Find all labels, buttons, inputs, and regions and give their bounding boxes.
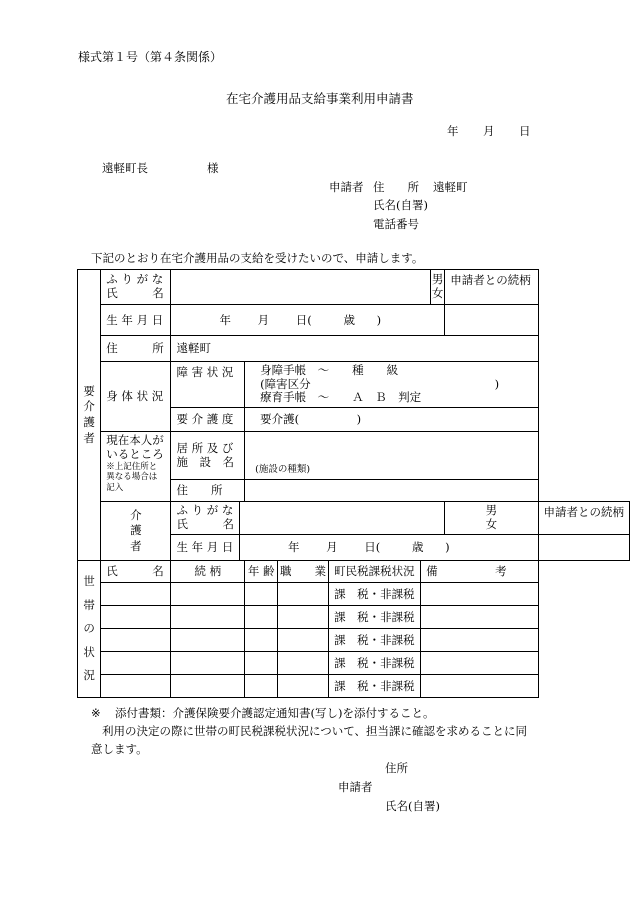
- date-year-label: 年: [447, 124, 459, 138]
- facility-name-label: 居 所 及 び 施 設 名: [171, 432, 245, 480]
- household-tax-cell[interactable]: 課 税・非課税: [328, 652, 421, 675]
- household-relation-cell[interactable]: [171, 629, 245, 652]
- recipient-gender[interactable]: 男 女: [431, 270, 445, 305]
- household-name-cell[interactable]: [101, 606, 171, 629]
- applicant-address-label: 住 所: [373, 180, 419, 194]
- applicant-name-label: 氏名(自署): [373, 198, 428, 212]
- household-tax-cell[interactable]: 課 税・非課税: [328, 629, 421, 652]
- table-row: [78, 629, 630, 652]
- recipient-dob-label: 生 年 月 日: [101, 305, 171, 336]
- household-remarks-cell[interactable]: [421, 652, 538, 675]
- recipient-relation-field[interactable]: [445, 305, 538, 336]
- household-remarks-cell[interactable]: [421, 675, 538, 698]
- household-age-header: 年 齢: [245, 561, 278, 583]
- caregiver-name-label: ふ り が な 氏 名: [171, 502, 240, 535]
- household-occupation-cell[interactable]: [278, 583, 328, 606]
- household-age-cell[interactable]: [245, 583, 278, 606]
- footer-address-label: 住所: [385, 761, 408, 775]
- consent-text-line2: 意します。: [91, 742, 148, 756]
- household-tax-header: 町民税課税状況: [328, 561, 421, 583]
- applicant-address-value: 遠軽町: [433, 180, 468, 194]
- household-name-cell[interactable]: [101, 583, 171, 606]
- recipient-address-row: [78, 336, 630, 362]
- attachment-note: 添付書類：介護保険要介護認定通知書(写し)を添付すること。: [115, 706, 435, 720]
- note-mark: ※: [91, 706, 101, 720]
- table-row: [78, 583, 630, 606]
- intro-text: 下記のとおり在宅介護用品の支給を受けたいので、申請します。: [91, 251, 424, 265]
- recipient-address-label: 住 所: [101, 336, 171, 362]
- household-section-label: 世 帯 の 状 況: [78, 561, 101, 698]
- household-occupation-cell[interactable]: [278, 606, 328, 629]
- caregiver-gender[interactable]: 男 女: [445, 502, 538, 535]
- recipient-facility-row: [78, 432, 630, 480]
- table-row: [78, 652, 630, 675]
- recipient-name-field[interactable]: [171, 270, 431, 305]
- household-remarks-cell[interactable]: [421, 629, 538, 652]
- household-age-cell[interactable]: [245, 629, 278, 652]
- caregiver-section-label: 介 護 者: [101, 502, 171, 561]
- recipient-section-label: 要 介 護 者: [78, 270, 101, 561]
- household-tax-cell[interactable]: 課 税・非課税: [328, 675, 421, 698]
- care-level-field[interactable]: 要介護( ): [245, 408, 538, 432]
- household-relation-cell[interactable]: [171, 652, 245, 675]
- household-name-header: 氏 名: [101, 561, 171, 583]
- household-relation-header: 続 柄: [171, 561, 245, 583]
- applicant-phone-label: 電話番号: [373, 217, 419, 231]
- care-level-label: 要 介 護 度: [171, 408, 245, 432]
- household-relation-cell[interactable]: [171, 583, 245, 606]
- recipient-dob-field[interactable]: 年 月 日( 歳 ): [171, 305, 445, 336]
- facility-address-field[interactable]: [245, 480, 538, 502]
- household-occupation-cell[interactable]: [278, 675, 328, 698]
- caregiver-dob-label: 生 年 月 日: [171, 535, 240, 561]
- household-tax-cell[interactable]: 課 税・非課税: [328, 583, 421, 606]
- disability-label: 障 害 状 況: [171, 362, 245, 408]
- disability-field[interactable]: 身障手帳 ～ 種 級 (障害区分 ) 療育手帳 ～ Ａ Ｂ 判定: [245, 362, 538, 408]
- consent-text-line1: 利用の決定の際に世帯の町民税課税状況について、担当課に確認を求めることに同: [102, 724, 528, 738]
- table-row: [78, 675, 630, 698]
- addressee: 遠軽町長: [102, 161, 148, 175]
- current-location-label: 現在本人が いるところ ※上記住所と 異なる場合は 記入: [101, 432, 171, 502]
- facility-name-field[interactable]: (施設の種類): [245, 432, 538, 480]
- date-day-label: 日: [519, 124, 531, 138]
- caregiver-dob-field[interactable]: 年 月 日( 歳 ): [239, 535, 538, 561]
- recipient-dob-row: [78, 305, 630, 336]
- table-row: [78, 606, 630, 629]
- style-number: 様式第１号（第４条関係）: [78, 50, 223, 64]
- application-form-table: [77, 269, 630, 698]
- footer-name-label: 氏名(自署): [385, 799, 440, 813]
- applicant-label: 申請者: [329, 180, 364, 194]
- household-name-cell[interactable]: [101, 629, 171, 652]
- household-occupation-cell[interactable]: [278, 629, 328, 652]
- household-header-row: [78, 561, 630, 583]
- recipient-name-row: [78, 270, 630, 305]
- household-occupation-header: 職 業: [278, 561, 328, 583]
- physical-condition-label: 身 体 状 況: [101, 362, 171, 432]
- household-name-cell[interactable]: [101, 652, 171, 675]
- household-tax-cell[interactable]: 課 税・非課税: [328, 606, 421, 629]
- recipient-disability-row: [78, 362, 630, 408]
- footer-applicant-label: 申請者: [338, 780, 373, 794]
- household-name-cell[interactable]: [101, 675, 171, 698]
- household-remarks-cell[interactable]: [421, 606, 538, 629]
- household-age-cell[interactable]: [245, 675, 278, 698]
- household-remarks-header: 備 考: [421, 561, 538, 583]
- honorific: 様: [207, 161, 219, 175]
- recipient-relation-label: 申請者との続柄: [445, 270, 538, 305]
- household-relation-cell[interactable]: [171, 675, 245, 698]
- caregiver-name-row: [78, 502, 630, 535]
- caregiver-name-field[interactable]: [239, 502, 444, 535]
- caregiver-relation-label: 申請者との続柄: [538, 502, 630, 535]
- household-relation-cell[interactable]: [171, 606, 245, 629]
- page-title: 在宅介護用品支給事業利用申請書: [226, 91, 414, 106]
- facility-address-label: 住 所: [171, 480, 245, 502]
- household-age-cell[interactable]: [245, 606, 278, 629]
- caregiver-relation-field[interactable]: [538, 535, 630, 561]
- recipient-address-field[interactable]: 遠軽町: [171, 336, 538, 362]
- household-occupation-cell[interactable]: [278, 652, 328, 675]
- recipient-name-label: ふ り が な 氏 名: [101, 270, 171, 305]
- household-remarks-cell[interactable]: [421, 583, 538, 606]
- date-month-label: 月: [483, 124, 495, 138]
- household-age-cell[interactable]: [245, 652, 278, 675]
